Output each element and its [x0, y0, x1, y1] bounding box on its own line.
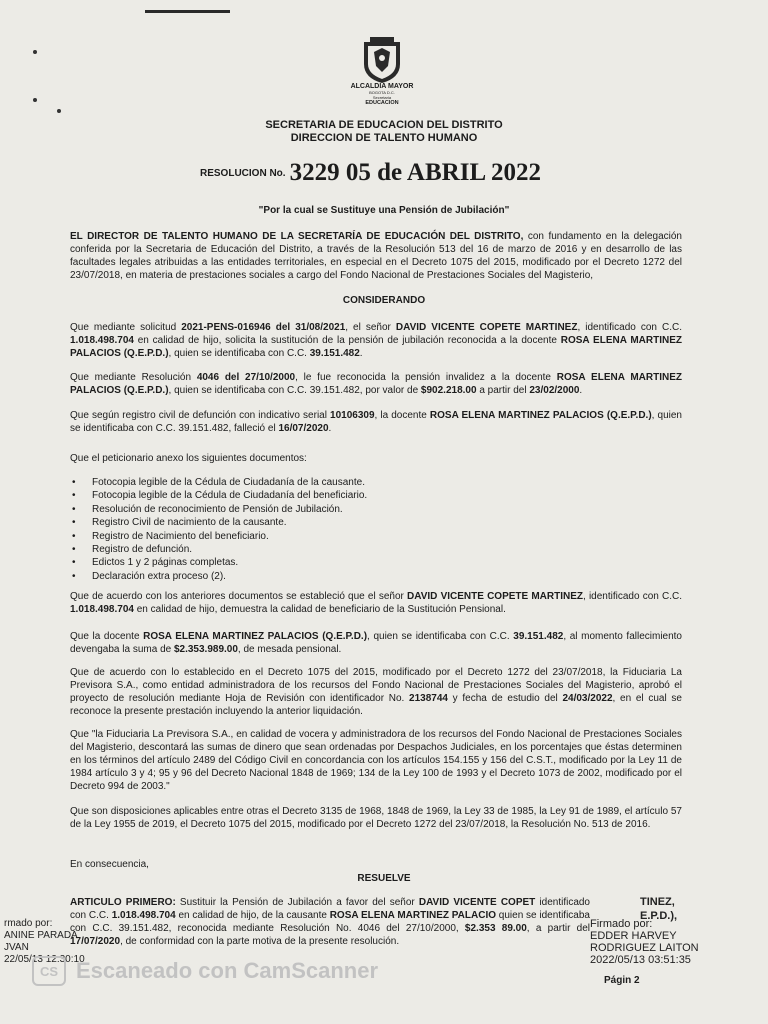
resolution-subtitle: "Por la cual se Sustituye una Pensión de Jubilación" — [258, 205, 510, 216]
text-run: 23/02/2000 — [529, 385, 580, 396]
signature-line: RODRIGUEZ LAITON — [590, 942, 699, 954]
list-item: • Declaración extra proceso (2). — [70, 570, 367, 583]
text-run: 89.00 — [501, 923, 527, 934]
scan-mark-line — [145, 10, 230, 13]
text-run: , identificado con C.C. — [577, 322, 682, 333]
paragraph-deductions: Que "la Fiduciaria La Previsora S.A., en calidad de vocera y administradora de los recursos del Fondo Nacional de Prestaciones Sociales del Magisterio, descontará las sumas de dinero que sean ordenadas por Despachos Judiciales, en los porcentajes que éstas determinen en los términos del artículo 2489 del Código Civil en concordancia con los artículos 154.155 y 156 del C.S.T., modificado por la Ley 11 de 1984 artículo 3 y 4; 95 y 96 del Decreto Nacional 1848 de 1969; 134 de la Ley 100 de 1993 y el Decreto 1073 de 2002, modificado por el Decreto 994 de 2003." — [70, 729, 682, 792]
text-run: ROSA ELENA MARTINEZ PALACIO — [329, 910, 497, 921]
text-run: ARTICULO PRIMERO: — [70, 897, 176, 908]
text-run: DAVID VICENTE COPETE MARTINEZ — [407, 591, 584, 602]
paragraph-resolution-4046 — [70, 371, 682, 397]
page-number: Págin 2 — [604, 975, 640, 986]
text-run: , quien se identificaba con C.C. — [168, 348, 310, 359]
signature-line: Firmado por: — [590, 918, 653, 930]
text-run: 17/07/2020 — [70, 936, 121, 947]
signature-line: rmado por: — [4, 918, 53, 929]
scan-speck — [57, 109, 61, 113]
signature-overlap-2: E.P.D.), — [640, 910, 678, 922]
paragraph-applicable-law: Que son disposiciones aplicables entre otras el Decreto 3135 de 1968, 1848 de 1969, la Ley 33 de 1985, la Ley 91 de 1989, el artículo 57 de la Ley 1955 de 2019, el Decreto 1075 del 2015, modificado por el Decreto 1272 del 23/07/2018, la Resolución No. 513 de 2016. — [70, 806, 682, 830]
text-run: , le fue reconocida la pensión invalidez a la docente — [295, 372, 557, 383]
paragraph-fiduciaria-approval — [70, 666, 682, 718]
considerando-heading: CONSIDERANDO — [342, 295, 426, 306]
text-run: 10106309 — [330, 410, 375, 421]
intro-text: con fundamento en la delegación conferida por la Secretaria de Educación del Distrito, a través de la Resolución 513 del 16 de marzo de 2016 y en desarrollo de las facultades legales atribuidas a las entidades territoriales, en especial en el Decreto 1075 del 2015, modificado por el Decreto 1272 del 23/07/2018, en materia de prestaciones sociales a cargo del Fondo Nacional de Prestaciones Sociales del Magisterio, — [70, 231, 682, 281]
paragraph-death-record — [70, 409, 682, 435]
resolution-heading — [200, 159, 541, 187]
text-run: , identificado con C.C. — [583, 591, 682, 602]
text-run: $2.353 — [464, 923, 502, 934]
text-run: identificado con C.C. — [70, 897, 590, 921]
text-run: 24/03/2022 — [562, 693, 613, 704]
text-run: 2021-PENS-016946 del 31/08/2021 — [181, 322, 346, 333]
text-run: , de conformidad con la parte motiva de la presente resolución. — [120, 936, 400, 947]
text-run: DAVID VICENTE COPET — [418, 897, 536, 908]
intro-lead: EL DIRECTOR DE TALENTO HUMANO DE LA SECRETARÍA DE EDUCACIÓN DEL DISTRITO, — [70, 231, 524, 242]
logo-line: BOGOTA D.C. — [369, 90, 395, 96]
logo-line: ALCALDIA MAYOR — [350, 83, 414, 90]
text-run: ROSA ELENA MARTINEZ PALACIOS (Q.E.P.D.) — [70, 335, 682, 359]
signature-line: ANINE PARADA — [4, 930, 78, 941]
signature-stamp-right — [590, 918, 699, 966]
list-item: • Resolución de reconocimiento de Pensión de Jubilación. — [70, 503, 367, 516]
text-run: Que de acuerdo con lo establecido en el Decreto 1075 del 2015, modificado por el Decreto 1272 del 23/07/2018, la Fiduciaria La Previsora S.A., como entidad administradora de los recursos del Fondo Nacional de Prestaciones Sociales del Magisterio, aprobó el proyecto de resolución mediante Hoja de Revisión con identificador No. — [70, 667, 682, 704]
documents-list — [70, 476, 367, 583]
text-run: Que mediante solicitud — [70, 322, 182, 333]
text-run: 16/07/2020 — [278, 423, 329, 434]
resolution-number-date: 3229 05 de ABRIL 2022 — [289, 159, 541, 186]
text-run: DAVID VICENTE COPETE MARTINEZ — [395, 322, 578, 333]
signature-overlap-1: TINEZ, — [640, 896, 675, 908]
paragraph-documents-intro: Que el peticionario anexo los siguientes documentos: — [70, 453, 307, 464]
text-run: , de mesada pensional. — [237, 644, 342, 655]
text-run: ROSA ELENA MARTINEZ PALACIOS (Q.E.P.D.) — [429, 410, 652, 421]
logo-caption — [330, 83, 434, 107]
text-run: . — [328, 423, 332, 434]
resolution-label: RESOLUCION No. — [200, 168, 286, 179]
paragraph-pension-amount — [70, 630, 682, 656]
text-run: , la docente — [374, 410, 430, 421]
text-run: 1.018.498.704 — [70, 604, 134, 615]
directorate-title: DIRECCION DE TALENTO HUMANO — [290, 132, 478, 144]
text-run: $2.353.989.00 — [173, 644, 238, 655]
list-item: • Registro Civil de nacimiento de la causante. — [70, 516, 367, 529]
text-run: ROSA ELENA MARTINEZ PALACIOS (Q.E.P.D.) — [143, 631, 368, 642]
watermark-text: Escaneado con CamScanner — [76, 958, 379, 983]
text-run: . — [579, 385, 583, 396]
text-run: , al momento fallecimiento devengaba la suma de — [70, 631, 682, 655]
signature-line: EDDER HARVEY — [590, 930, 677, 942]
text-run: en calidad de hijo, solicita la sustitución de la pensión de jubilación reconocida a la docente — [133, 335, 561, 346]
text-run: $902.218.00 — [420, 385, 477, 396]
text-run: Que según registro civil de defunción con indicativo serial — [70, 410, 331, 421]
text-run: 1.018.498.704 — [111, 910, 176, 921]
camscanner-logo-icon: CS — [32, 956, 66, 986]
logo-line: Secretaria — [372, 94, 392, 100]
text-run: , a partir del — [526, 923, 590, 934]
text-run: , quien se identificaba con C.C. — [367, 631, 514, 642]
signature-line: 2022/05/13 03:51:35 — [590, 954, 691, 966]
paragraph-beneficiary — [70, 590, 682, 616]
text-run: , quien se identificaba con C.C. 39.151.482, por valor de — [168, 385, 421, 396]
paragraph-request — [70, 321, 682, 360]
text-run: a partir del — [476, 385, 530, 396]
consecuencia-text: En consecuencia, — [70, 859, 149, 870]
text-run: Que mediante Resolución — [70, 372, 197, 383]
text-run: , en el cual se reconoce la presente prestación incluyendo la anterior liquidación. — [70, 693, 682, 717]
logo-line: EDUCACION — [365, 100, 399, 107]
text-run: . — [359, 348, 363, 359]
text-run: 2138744 — [409, 693, 448, 704]
department-title: SECRETARIA DE EDUCACION DEL DISTRITO — [265, 119, 503, 131]
text-run: , quien se identificaba con C.C. 39.151.482, falleció el — [70, 410, 682, 434]
text-run: 1.018.498.704 — [70, 335, 134, 346]
article-primero — [70, 896, 590, 948]
text-run: Que de acuerdo con los anteriores documentos se estableció que el señor — [70, 591, 408, 602]
list-item: • Registro de defunción. — [70, 543, 367, 556]
list-item: • Fotocopia legible de la Cédula de Ciudadanía de la causante. — [70, 476, 367, 489]
text-run: ROSA ELENA MARTINEZ PALACIOS (Q.E.P.D.) — [70, 372, 682, 396]
text-run: en calidad de hijo, demuestra la calidad de beneficiario de la Sustitución Pensional. — [133, 604, 506, 615]
text-run: en calidad de hijo, de la causante — [175, 910, 330, 921]
scan-speck — [33, 50, 37, 54]
text-run: , el señor — [345, 322, 396, 333]
text-run: quien se identificaba con C.C. 39.151.482, reconocida mediante Resolución No. 4046 del 27/10/2000, — [70, 910, 590, 934]
list-item: • Registro de Nacimiento del beneficiario. — [70, 530, 367, 543]
text-run: 39.151.482 — [513, 631, 564, 642]
text-run: y fecha de estudio del — [447, 693, 563, 704]
signature-line: 22/05/13 12:30:10 — [4, 954, 85, 965]
bogota-coat-of-arms-icon — [360, 36, 404, 84]
intro-paragraph — [70, 230, 682, 282]
list-item: • Edictos 1 y 2 páginas completas. — [70, 556, 367, 569]
text-run: Sustituir la Pensión de Jubilación a favor del señor — [175, 897, 419, 908]
camscanner-watermark — [32, 956, 378, 986]
text-run: 39.151.482 — [309, 348, 360, 359]
list-item: • Fotocopia legible de la Cédula de Ciudadanía del beneficiario. — [70, 489, 367, 502]
scan-speck — [33, 98, 37, 102]
text-run: Que la docente — [70, 631, 144, 642]
resuelve-heading: RESUELVE — [357, 873, 411, 884]
text-run: 4046 del 27/10/2000 — [196, 372, 296, 383]
signature-line: JVAN — [4, 942, 29, 953]
